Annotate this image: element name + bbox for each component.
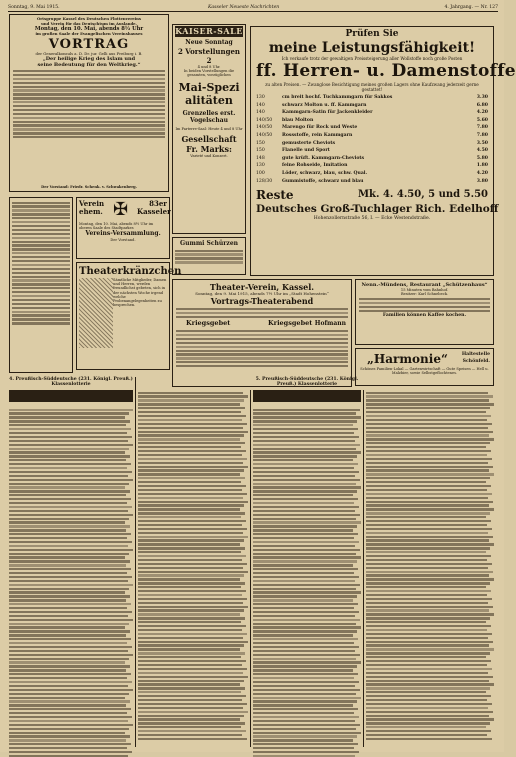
theaterverein-date: Sonntag, den 9. Mai 1915, abends 7½ Uhr im „Stadt Hohenstein“ bbox=[195, 291, 329, 296]
kaisersale-big: 2 Vorstellungen 2 bbox=[177, 47, 240, 65]
edelhoff-intro-2: zu alten Preisen. — Zwanglose Besichtigung meines großen Lagers ohne Kaufzwang jederzeit gerne gestattet! bbox=[265, 82, 479, 92]
edelhoff-row-price: 4.20 bbox=[476, 110, 488, 116]
lottery-column-1-title: 4. Preußisch-Süddeutsche (231. Königl. Preuß.) Klassenlotterie bbox=[9, 377, 133, 388]
edelhoff-intro: Ich verkaufe trotz der gewaltigen Preissteigerung aller Wollstoffe noch große Posten bbox=[281, 56, 463, 61]
edelhoff-row-desc: schwarz Molton u. ff. Kammgarn bbox=[282, 102, 367, 108]
header-issue: 4. Jahrgang. — Nr. 127 bbox=[444, 5, 498, 10]
edelhoff-row bbox=[256, 94, 488, 102]
edelhoff-row-width: 140 bbox=[256, 102, 265, 108]
column-rule bbox=[250, 390, 251, 747]
header-paper: Kasseler Neueste Nachrichten bbox=[208, 5, 280, 10]
edelhoff-row bbox=[256, 162, 488, 170]
theaterverein-b: Kriegsgebet bbox=[268, 319, 313, 328]
edelhoff-row bbox=[256, 170, 488, 178]
harmonie-title: „Harmonie“ bbox=[367, 352, 448, 366]
edelhoff-row bbox=[256, 109, 488, 117]
edelhoff-row-desc: Marengo für Rock und Weste bbox=[282, 125, 358, 131]
lottery-column-1-banner bbox=[9, 390, 133, 402]
verein-ad bbox=[76, 197, 170, 259]
edelhoff-row bbox=[256, 102, 488, 110]
edelhoff-row-width: 140/50 bbox=[256, 132, 273, 138]
edelhoff-row-price: 3.50 bbox=[476, 140, 488, 146]
edelhoff-row-width: 130 bbox=[256, 95, 265, 100]
lottery-column-3-title: 5. Preußisch-Süddeutsche (231. Königl. Preuß.) Klassenlotterie bbox=[255, 377, 359, 388]
edelhoff-row-desc: Löder, schwarz, blau, schw. Qual. bbox=[282, 170, 368, 176]
edelhoff-reste-prices: Mk. 4. 4.50, 5 und 5.50 bbox=[357, 189, 488, 201]
kaisersale-spec2: Grenzelles erst. Vogelschau bbox=[182, 109, 236, 124]
edelhoff-row-desc: Kammgarn-Satin für Jackenkleider bbox=[282, 110, 373, 116]
vortrag-line-2: und Verein für das Deutschtum im Auslande. bbox=[41, 20, 137, 26]
edelhoff-company: Deutsches Groß-Tuchlager Rich. Edelhoff bbox=[256, 203, 499, 216]
edelhoff-row-desc: Gummistoffe, schwarz und blau bbox=[282, 178, 364, 184]
column-rule bbox=[363, 390, 364, 747]
edelhoff-title-1: Prüfen Sie bbox=[345, 29, 399, 39]
edelhoff-row-price: 4.20 bbox=[476, 170, 488, 176]
edelhoff-row-desc: feine Rohseide, Imitation bbox=[282, 163, 348, 169]
edelhoff-row bbox=[256, 140, 488, 148]
edelhoff-row-width: 128/30 bbox=[256, 178, 273, 184]
edelhoff-row-width: 150 bbox=[256, 148, 265, 154]
versammlung-notice bbox=[9, 197, 73, 373]
edelhoff-ad bbox=[250, 26, 516, 276]
lottery-column-3-banner bbox=[253, 390, 361, 402]
lottery-column-3 bbox=[253, 377, 361, 747]
vortrag-ad bbox=[9, 14, 169, 192]
kaisersale-variete: Varieté und Konzert. bbox=[190, 153, 228, 158]
edelhoff-price-table bbox=[256, 94, 488, 185]
iron-cross-icon: ✠ bbox=[113, 199, 129, 220]
schuetzenhaus-sub: 15 Minuten vom Bahnhof. bbox=[400, 288, 449, 292]
kaisersale-sub: Neue Sonntag bbox=[185, 39, 233, 46]
theaterkraenzchen-ad bbox=[76, 262, 182, 370]
edelhoff-row-width: 130 bbox=[256, 163, 265, 169]
gummi-ad bbox=[172, 237, 246, 275]
edelhoff-row-width: 140 bbox=[256, 110, 265, 116]
kaisersale-ad bbox=[172, 24, 246, 234]
vortrag-line-3: Montag, den 10. Mai, abends 8½ Uhr bbox=[34, 26, 144, 33]
verein-bold: Vereins-Versammlung. bbox=[85, 230, 161, 238]
theaterverein-a: Kriegsgebet bbox=[186, 319, 231, 328]
edelhoff-row-desc: gemusterte Cheviots bbox=[282, 140, 336, 146]
lottery-column-2 bbox=[138, 390, 248, 747]
edelhoff-row bbox=[256, 147, 488, 155]
kaisersale-spec: Mai-Spezialitäten bbox=[178, 80, 240, 107]
kaisersale-gesellschaft: Gesellschaft Fr. Marks: bbox=[181, 133, 237, 154]
vortrag-title: VORTRAG bbox=[48, 36, 130, 52]
harmonie-text: Schönes Familien-Lokal — Gartenwirtschaft — Gute Speisen — Hell u. Malzbier, sowie Selbstgeflochtenes. bbox=[360, 367, 489, 376]
verein-title: Verein ehem. bbox=[79, 199, 105, 216]
page-header bbox=[8, 3, 498, 12]
lottery-column-1 bbox=[9, 377, 133, 747]
schuetzenhaus-note: Familien können Kaffee kochen. bbox=[382, 312, 467, 318]
edelhoff-row-width: 100 bbox=[256, 170, 265, 176]
edelhoff-row-price: 4.50 bbox=[476, 148, 488, 154]
edelhoff-row-price: 7.80 bbox=[476, 125, 488, 131]
column-rule bbox=[135, 377, 136, 747]
theaterkraenzchen-illustration bbox=[79, 278, 113, 348]
edelhoff-row-desc: cm breit hochf. Tuchkammgarn für Sakkos bbox=[282, 95, 393, 100]
edelhoff-row bbox=[256, 155, 488, 163]
verein-text: Montag, den 10. Mai, abends 8½ Uhr im oberen Saale des Stadtparkes bbox=[79, 222, 154, 231]
vortrag-sub-3: seine Bedeutung für den Weltkrieg.“ bbox=[37, 61, 141, 68]
edelhoff-row-price: 3.30 bbox=[476, 95, 488, 100]
edelhoff-row-desc: Flanelle und Sport bbox=[282, 148, 330, 154]
vortrag-line-4: im großen Saale der Evangelischen Vereinshauses bbox=[35, 31, 143, 37]
verein-sig: Der Vorstand. bbox=[110, 238, 136, 243]
edelhoff-row-price: 6.80 bbox=[476, 102, 488, 108]
edelhoff-reste: Reste bbox=[256, 188, 294, 203]
edelhoff-row-price: 5.60 bbox=[476, 117, 488, 123]
vortrag-sub-2: „Der heilige Krieg des Islam und bbox=[42, 55, 136, 62]
schuetzenhaus-title: Nenn.-Mündens, Restaurant „Schützenhaus“ bbox=[361, 282, 488, 288]
theaterkraenzchen-text: Sämtliche Mitglieder, Damen und Herren, werden freundlichst gebeten, sich in der nächsten Woche irgend welche Probenangelegenheiten zu besprechen. bbox=[113, 278, 167, 308]
theaterverein-sub: Vortrags-Theaterabend bbox=[210, 296, 314, 307]
edelhoff-headline: ff. Herren- u. Damenstoffe bbox=[256, 61, 516, 81]
edelhoff-title-2: meine Leistungsfähigkeit! bbox=[268, 40, 476, 56]
header-date: Sonntag, 9. Mai 1915. bbox=[8, 5, 60, 10]
edelhoff-row bbox=[256, 178, 488, 186]
edelhoff-row-width: 148 bbox=[256, 155, 265, 161]
schuetzenhaus-ad bbox=[355, 279, 494, 345]
edelhoff-row bbox=[256, 117, 488, 125]
vortrag-footer: Der Vorstand: Friedr. Schenk. v. Schwakenberg. bbox=[41, 184, 137, 189]
edelhoff-row bbox=[256, 132, 488, 140]
vortrag-body-text bbox=[13, 70, 165, 138]
kaisersale-admission: Im Parterre-Saal: Heute 4 und 8 Uhr bbox=[175, 126, 243, 131]
vortrag-line-1: Ortsgruppe Kassel des Deutschen Flottenvereins bbox=[36, 16, 142, 21]
theaterverein-ad bbox=[172, 279, 352, 387]
gummi-title: Gummi Schürzen bbox=[179, 240, 238, 247]
lottery-column-4 bbox=[366, 390, 494, 747]
edelhoff-row bbox=[256, 124, 488, 132]
edelhoff-address: Hohenzollernstraße 56, I. — Ecke Westendstraße. bbox=[313, 216, 431, 222]
edelhoff-row-desc: gute krüft. Kammgarn-Cheviots bbox=[282, 155, 365, 161]
edelhoff-row-price: 1.80 bbox=[476, 163, 488, 169]
edelhoff-row-price: 7.80 bbox=[476, 132, 488, 138]
harmonie-side-2: Schönfeld. bbox=[462, 359, 490, 364]
edelhoff-row-price: 3.80 bbox=[476, 178, 488, 184]
edelhoff-row-desc: blau Molton bbox=[282, 117, 314, 123]
theaterkraenzchen-title: Theaterkränzchen bbox=[79, 266, 182, 277]
schuetzenhaus-owner: Besitzer: Karl Schnebeck. bbox=[400, 292, 449, 297]
harmonie-ad bbox=[355, 348, 494, 386]
kaisersale-times: 4 und 8 Uhr. bbox=[197, 65, 221, 69]
theaterverein-title: Theater-Verein, Kassel. bbox=[209, 282, 315, 292]
edelhoff-row-price: 5.80 bbox=[476, 155, 488, 161]
edelhoff-row-width: 140/50 bbox=[256, 117, 273, 123]
vortrag-sub-1: der Generalkonsuls a. D. Dr. jur. Gelli aus Freiburg i. B. bbox=[35, 50, 143, 56]
verein-title-2: 83er Kasseler bbox=[137, 199, 171, 216]
kaisersale-note: In beiden Vorstellungen die gesamten, vorzüglichen bbox=[183, 69, 235, 78]
edelhoff-row-width: 140/50 bbox=[256, 125, 273, 131]
harmonie-side-1: Haltestelle bbox=[461, 352, 490, 357]
edelhoff-row-width: 150 bbox=[256, 140, 265, 146]
kaisersale-title: KAISER-SALE bbox=[175, 26, 243, 36]
edelhoff-reste-row bbox=[256, 187, 488, 203]
theaterverein-b2: Hofmann bbox=[314, 320, 346, 328]
edelhoff-row-desc: Rossstoffe, rein Kammgarn bbox=[282, 132, 353, 138]
